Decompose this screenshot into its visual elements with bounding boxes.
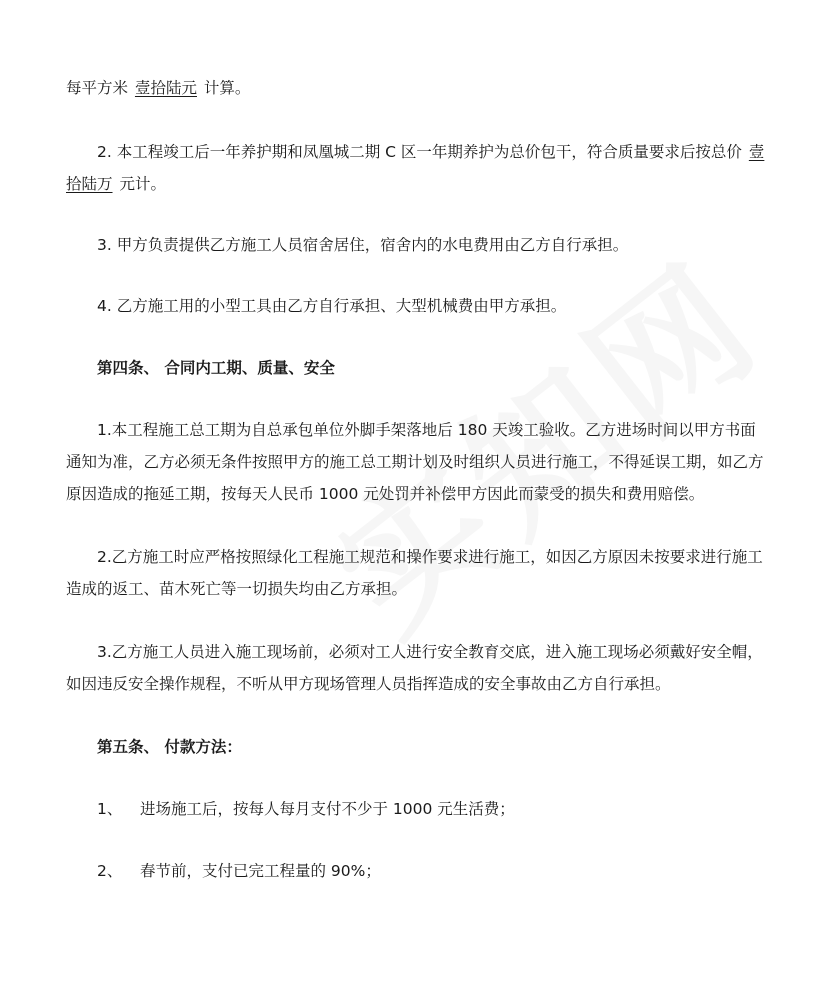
paragraph-quality: 2.乙方施工时应严格按照绿化工程施工规范和操作要求进行施工，如因乙方原因未按要求进行施工造成的返工、苗木死亡等一切损失均由乙方承担。 — [66, 548, 763, 598]
paragraph-rate-per-sqm — [66, 72, 766, 104]
maintenance-text: 2. 本工程竣工后一年养护期和凤凰城二期 C 区一年期养护为总价包干，符合质量要求后按总价 — [97, 143, 742, 161]
list-item — [97, 793, 515, 825]
list-item — [97, 855, 381, 887]
section-heading-4: 第四条、 合同内工期、质量、安全 — [97, 359, 335, 377]
paragraph-maintenance-price — [66, 136, 766, 200]
paragraph-tools: 4. 乙方施工用的小型工具由乙方自行承担、大型机械费由甲方承担。 — [97, 297, 567, 315]
paragraph-safety: 3.乙方施工人员进入施工现场前，必须对工人进行安全教育交底，进入施工现场必须戴好安全帽，如因违反安全操作规程，不听从甲方现场管理人员指挥造成的安全事故由乙方自行承担。 — [66, 643, 763, 693]
maintenance-suffix: 元计。 — [119, 175, 166, 193]
list-item-text: 春节前，支付已完工程量的 90%； — [140, 862, 381, 880]
list-item-text: 进场施工后，按每人每月支付不少于 1000 元生活费； — [140, 800, 515, 818]
list-item-number: 2、 — [97, 862, 123, 880]
rate-prefix: 每平方米 — [66, 79, 129, 97]
section-heading-5: 第五条、 付款方法： — [97, 738, 242, 756]
rate-amount: 壹拾陆元 — [134, 79, 197, 97]
maintenance-amount: 壹拾陆万 — [66, 143, 765, 193]
paragraph-dormitory: 3. 甲方负责提供乙方施工人员宿舍居住，宿舍内的水电费用由乙方自行承担。 — [97, 236, 629, 254]
list-item-number: 1、 — [97, 800, 123, 818]
rate-suffix: 计算。 — [203, 79, 251, 97]
paragraph-schedule: 1.本工程施工总工期为自总承包单位外脚手架落地后 180 天竣工验收。乙方进场时间以甲方书面通知为准，乙方必须无条件按照甲方的施工总工期计划及时组织人员进行施工，不得延误工期，如乙方原因造成的拖延工期，按每天人民币 1000 元处罚并补偿甲方因此而蒙受的损失和费用赔偿。 — [66, 421, 764, 503]
